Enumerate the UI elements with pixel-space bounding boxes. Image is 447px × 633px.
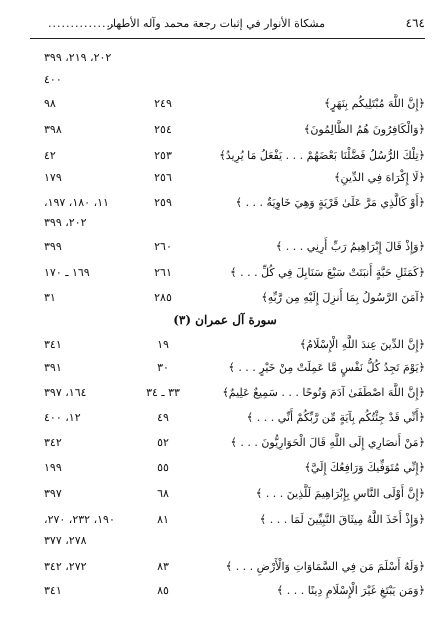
verse-number: ٢٥٦	[154, 171, 172, 184]
verse-number: ٣٠	[157, 361, 169, 374]
page-references: ١٩٩	[44, 461, 62, 474]
verse-number: ٨١	[157, 513, 169, 526]
index-entry	[30, 358, 425, 378]
page-references: ١٢، ٤٠٠	[44, 411, 81, 424]
index-entry	[30, 237, 425, 257]
verse-text: ﴿آمَنَ الرَّسُولُ بِمَا أُنزِلَ إِلَيْهِ مِن رَّبِّهِ﴾	[261, 291, 425, 304]
page-references: ١٦٩ ـ ١٧٠	[44, 266, 90, 279]
verse-number: ٦٨	[157, 487, 169, 500]
verse-text: ﴿يَوْمَ تَجِدُ كُلُّ نَفْسٍ مَّا عَمِلَتْ مِنْ خَيْرٍ . . . ﴾	[228, 361, 425, 374]
page-references: ٣٩٨	[44, 123, 62, 136]
verse-number: ٤٩	[157, 411, 169, 424]
index-entry	[30, 288, 425, 308]
verse-number: ٢٥٣	[154, 149, 172, 162]
page-references: ٣٩٩	[44, 240, 62, 253]
index-entry	[30, 433, 425, 453]
index-entry	[30, 120, 425, 140]
page-references: ٣٤١	[44, 338, 62, 351]
page-references: ١١، ١٨٠، ١٩٧،	[44, 196, 109, 209]
page-references: ٩٨	[44, 97, 56, 110]
index-entry	[30, 94, 425, 114]
verse-text: ﴿تِلْكَ الرُّسُلُ فَضَّلْنَا بَعْضَهُمْ . . . يَفْعَلُ مَا يُرِيدُ﴾	[219, 149, 425, 162]
page-header	[30, 14, 425, 39]
index-entry	[30, 146, 425, 166]
verse-text: ﴿أَنِّي قَدْ جِئْتُكُم بِآيَةٍ مِّن رَّبِّكُمْ أَنِّي . . . ﴾	[246, 411, 425, 424]
verse-text: ﴿وَلَهُ أَسْلَمَ مَن فِي السَّمَاوَاتِ وَالْأَرْضِ . . . ﴾	[225, 560, 425, 573]
verse-number: ١٩	[157, 338, 169, 351]
surah-heading: سورة آل عمران (٣)	[173, 313, 277, 327]
verse-text: ﴿كَمَثَلِ حَبَّةٍ أَنبَتَتْ سَبْعَ سَنَابِلَ فِي كُلِّ . . . ﴾	[230, 266, 425, 279]
page-references: ٢٠٢، ٣٩٩	[44, 216, 87, 229]
page-references: ٣٩١	[44, 361, 62, 374]
index-entry	[30, 383, 425, 403]
index-continuation-line	[30, 531, 425, 551]
verse-text: ﴿وَإِذْ قَالَ إِبْرَاهِيمُ رَبِّ أَرِنِي . . . ﴾	[275, 240, 425, 253]
index-entry	[30, 335, 425, 355]
verse-number: ٨٣	[157, 560, 169, 573]
index-continuation-line	[30, 70, 425, 90]
verse-text: ﴿إِنَّ اللَّهَ مُبْتَلِيكُم بِنَهَرٍ﴾	[324, 97, 425, 110]
index-entry	[30, 408, 425, 428]
page-references: ٤٢	[44, 149, 56, 162]
page-references: ٣٤٢	[44, 436, 62, 449]
verse-text: ﴿إِنِّي مُتَوَفِّيكَ وَرَافِعُكَ إِلَيَّ﴾	[304, 461, 425, 474]
verse-number: ٥٥	[157, 461, 169, 474]
verse-text: ﴿أَوْ كَالَّذِي مَرَّ عَلَىٰ قَرْيَةٍ وَهِيَ خَاوِيَةٌ . . . ﴾	[235, 196, 425, 209]
page-references: ١٩٠، ٢٣٢، ٢٧٠،	[44, 513, 115, 526]
verse-number: ٢٦٠	[154, 240, 172, 253]
verse-number: ٢٥٤	[154, 123, 172, 136]
verse-number: ٢٦١	[154, 266, 172, 279]
index-entry	[30, 484, 425, 504]
page-references: ٢٧٢، ٣٤٢	[44, 560, 87, 573]
index-entry	[30, 458, 425, 478]
verse-text: ﴿إِنَّ الدِّينَ عِندَ اللَّهِ الْإِسْلَامُ﴾	[299, 338, 425, 351]
index-entry	[30, 510, 425, 530]
index-entry	[30, 581, 425, 601]
index-continuation-line	[30, 213, 425, 233]
page-references: ٤٠٠	[44, 73, 62, 86]
verse-number: ٥٢	[157, 436, 169, 449]
page-references: ٣٩٧	[44, 487, 62, 500]
page-references: ٢٧٨، ٣٧٧	[44, 534, 87, 547]
verse-text: ﴿إِنَّ اللَّهَ اصْطَفَىٰ آدَمَ وَنُوحًا . . . سَمِيعٌ عَلِيمٌ﴾	[222, 386, 425, 399]
verse-number: ٢٨٥	[154, 291, 172, 304]
index-continuation-line	[30, 48, 425, 68]
index-entry	[30, 557, 425, 577]
page-references: ٣١	[44, 291, 56, 304]
verse-number: ٢٤٩	[154, 97, 172, 110]
verse-text: ﴿لَا إِكْرَاهَ فِي الدِّينِ﴾	[334, 171, 425, 184]
page-number: ٤٦٤	[405, 16, 425, 30]
index-entry	[30, 168, 425, 188]
verse-text: ﴿وَمَن يَبْتَغِ غَيْرَ الْإِسْلَامِ دِينًا . . . ﴾	[276, 584, 425, 597]
verse-number: ٨٥	[157, 584, 169, 597]
index-entry	[30, 193, 425, 213]
header-leader-dots: ................	[48, 17, 120, 30]
verse-text: ﴿مَنْ أَنصَارِي إِلَى اللَّهِ قَالَ الْحَوَارِيُّونَ . . . ﴾	[230, 436, 425, 449]
page-references: ١٦٤، ٣٩٧	[44, 386, 87, 399]
page-references: ١٧٩	[44, 171, 62, 184]
verse-text: ﴿إِنَّ أَوْلَى النَّاسِ بِإِبْرَاهِيمَ لَلَّذِينَ . . . ﴾	[255, 487, 425, 500]
page-references: ٣٤١	[44, 584, 62, 597]
verse-number: ٢٥٩	[154, 196, 172, 209]
running-title: مشكاة الأنوار في إثبات رجعة محمد وآله الأطهار	[107, 17, 325, 30]
verse-text: ﴿وَالْكَافِرُونَ هُمُ الظَّالِمُونَ﴾	[303, 123, 425, 136]
verse-text: ﴿وَإِذْ أَخَذَ اللَّهُ مِيثَاقَ النَّبِيِّينَ لَمَا . . . ﴾	[259, 513, 425, 526]
verse-number: ٣٣ ـ ٣٤	[146, 386, 180, 399]
index-entry	[30, 263, 425, 283]
page-references: ٢٠٢، ٢١٩، ٣٩٩	[44, 51, 112, 64]
